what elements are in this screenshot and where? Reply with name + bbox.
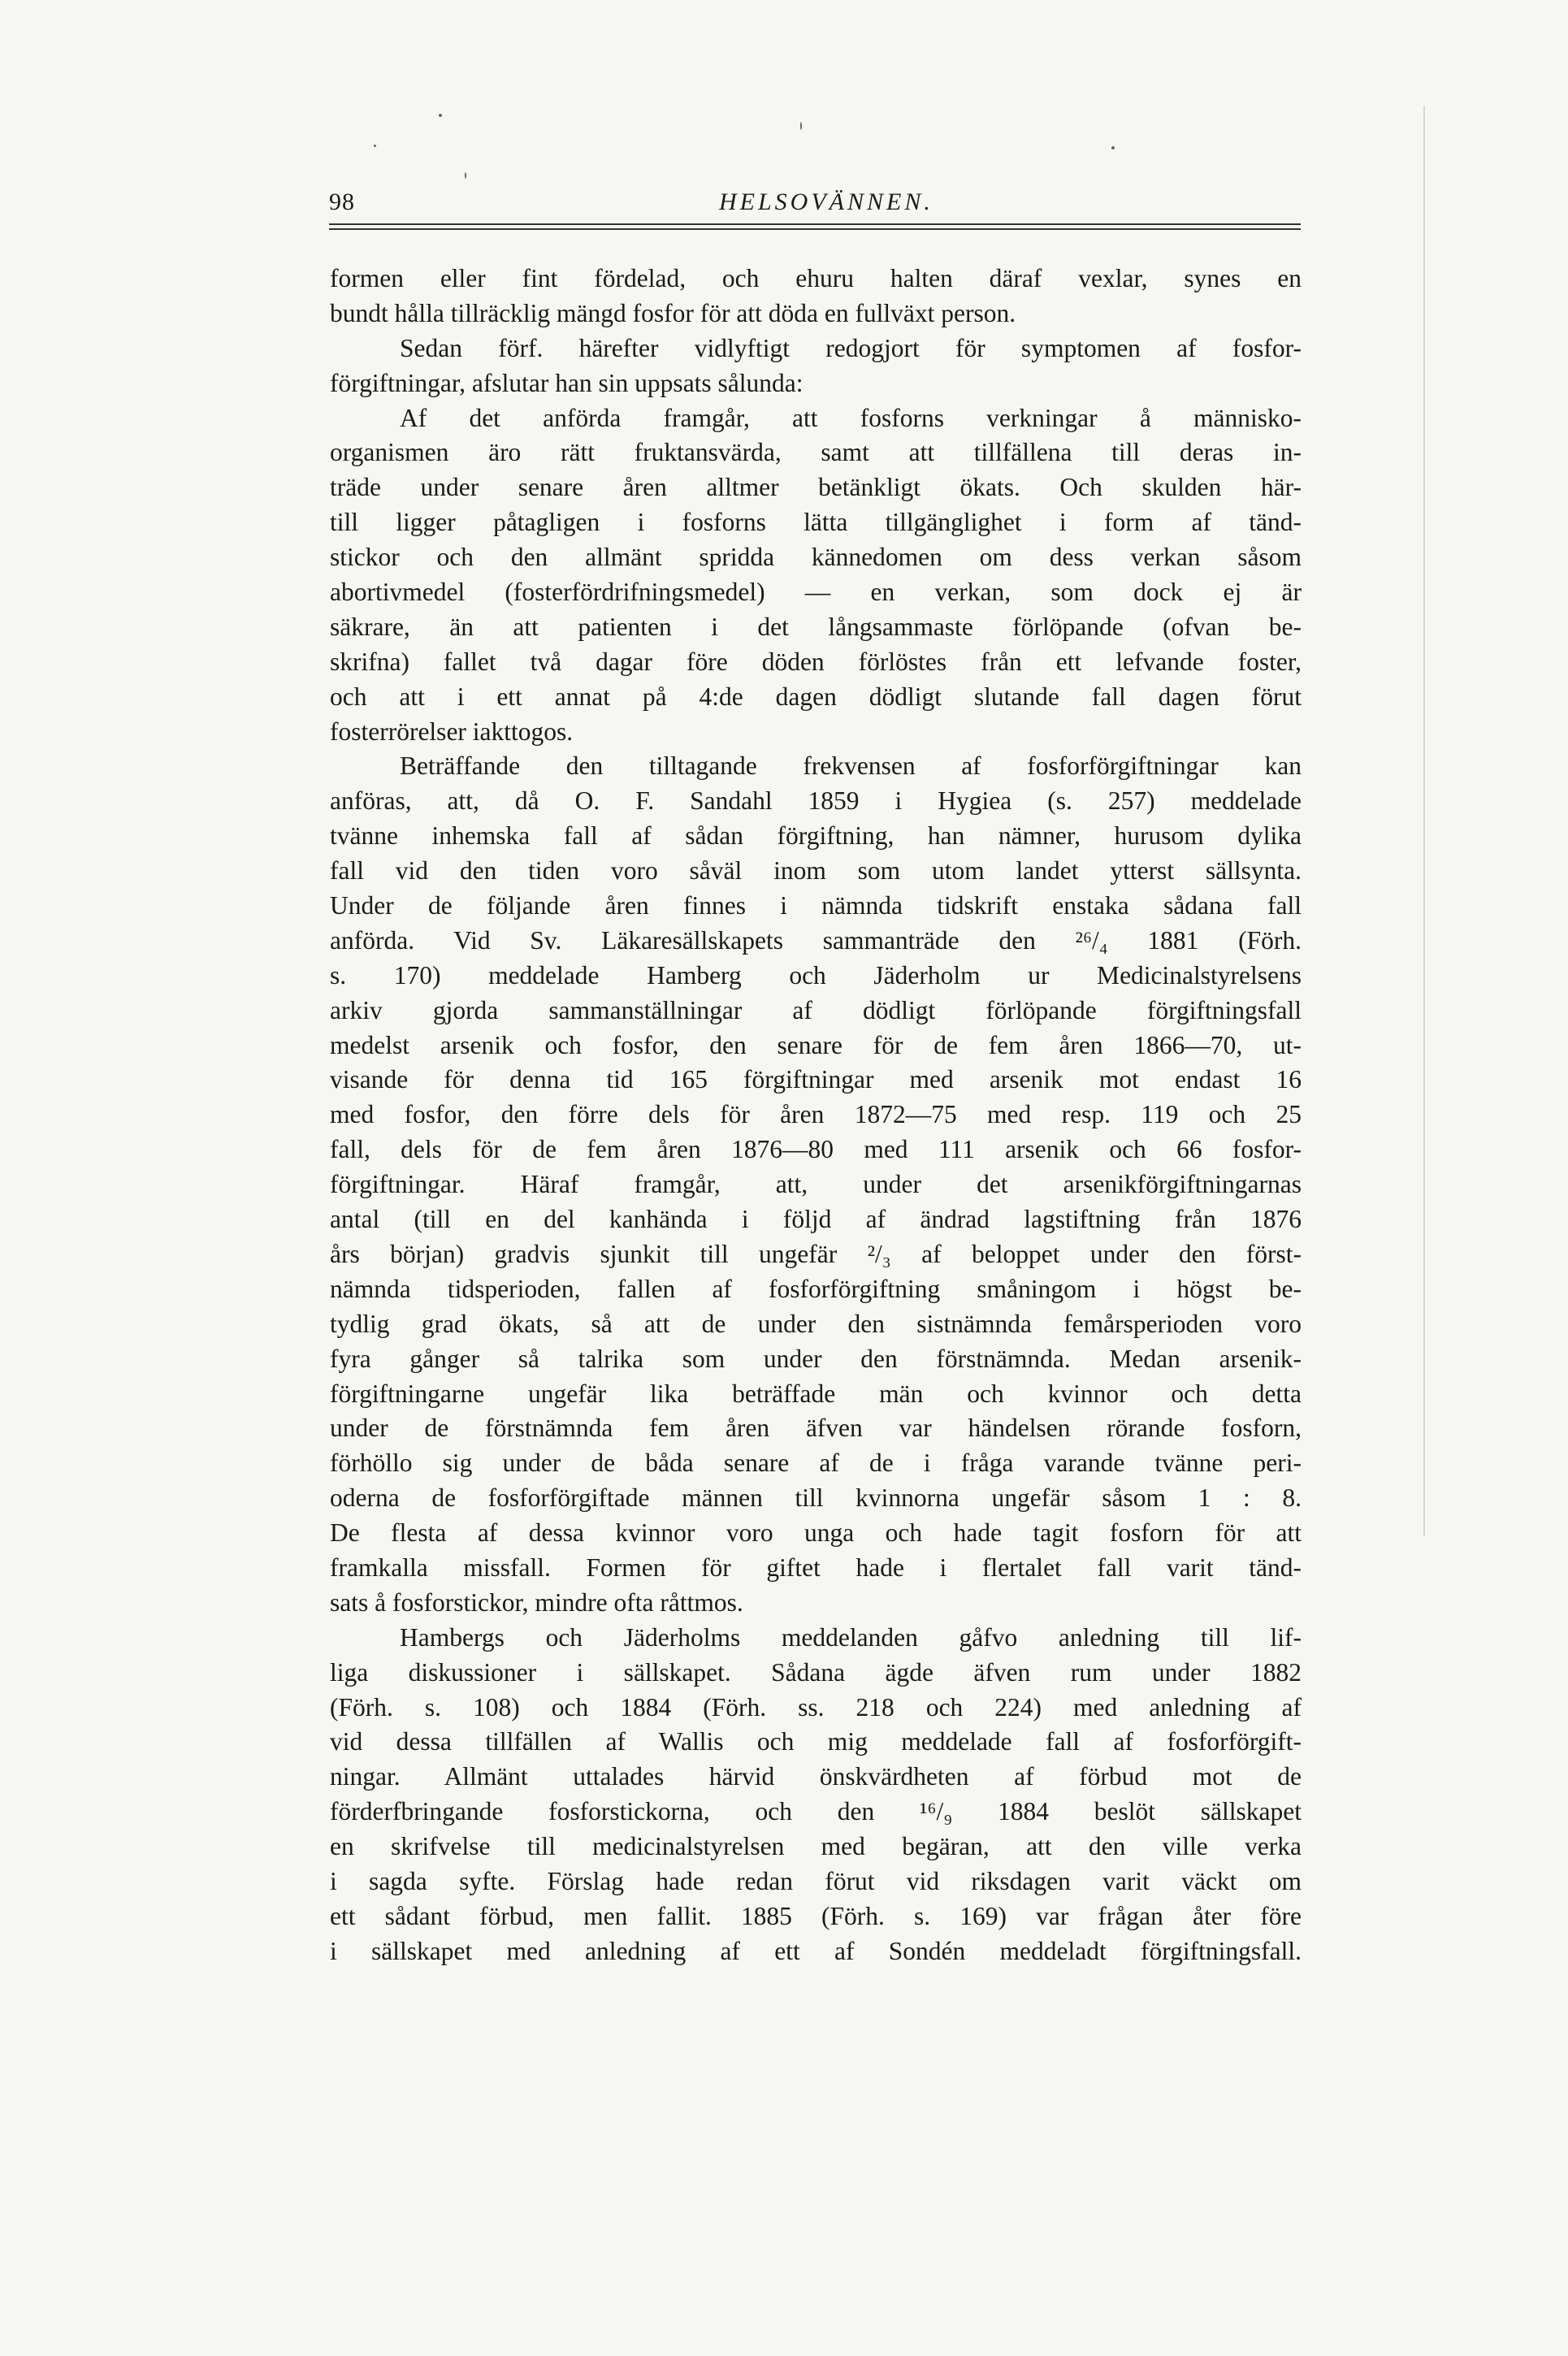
text-line: förgiftningar, afslutar han sin uppsats sålunda: — [330, 368, 803, 397]
text-line: s. 170) meddelade Hamberg och Jäderholm ur Medicinalstyrelsens — [330, 960, 1302, 990]
text-line: nämnda tidsperioden, fallen af fosforförgiftning småningom i högst be- — [330, 1274, 1302, 1303]
text-line: abortivmedel (fosterfördrifningsmedel) — en verkan, som dock ej är — [330, 578, 1302, 607]
page-header — [329, 188, 1304, 221]
scan-speck — [1111, 146, 1115, 149]
text-line: (Förh. s. 108) och 1884 (Förh. ss. 218 och 224) med anledning af — [330, 1692, 1302, 1722]
running-head: HELSOVÄNNEN. — [719, 188, 933, 215]
text-line: med fosfor, den förre dels för åren 1872—75 med resp. 119 och 25 — [330, 1100, 1302, 1129]
text-line: organismen äro rätt fruktansvärda, samt att tillfällena till deras in- — [330, 438, 1302, 467]
scan-speck — [465, 172, 466, 179]
text-line: fall vid den tiden voro såväl inom som utom landet ytterst sällsynta. — [330, 856, 1302, 886]
body-text — [330, 262, 1302, 1969]
scan-speck — [439, 114, 442, 117]
text-line: under de förstnämnda fem åren äfven var händelsen rörande fosforn, — [330, 1414, 1302, 1443]
text-line: Hambergs och Jäderholms meddelanden gåfvo anledning till lif- — [400, 1622, 1302, 1652]
page-number: 98 — [329, 188, 355, 215]
text-line: fosterrörelser iakttogos. — [330, 717, 574, 746]
scan-speck — [374, 145, 376, 147]
text-line: anförda. Vid Sv. Läkaresällskapets sammanträde den ²⁶/₄ 1881 (Förh. — [330, 925, 1302, 955]
text-line: sats å fosforstickor, mindre ofta råttmos. — [330, 1587, 743, 1617]
scan-speck — [800, 122, 802, 130]
text-line: anföras, att, då O. F. Sandahl 1859 i Hygiea (s. 257) meddelade — [330, 786, 1302, 816]
header-rule — [329, 228, 1301, 230]
text-line: stickor och den allmänt spridda kännedomen om dess verkan såsom — [330, 543, 1302, 572]
text-line: träde under senare åren alltmer betänkligt ökats. Och skulden här- — [330, 473, 1302, 502]
text-line: arkiv gjorda sammanställningar af dödligt förlöpande förgiftningsfall — [330, 995, 1302, 1024]
text-line: tvänne inhemska fall af sådan förgiftning, han nämner, hurusom dylika — [330, 821, 1302, 851]
text-line: fyra gånger så talrika som under den förstnämnda. Medan arsenik- — [330, 1344, 1302, 1373]
text-line: framkalla missfall. Formen för giftet hade i flertalet fall varit tänd- — [330, 1553, 1302, 1582]
text-line: bundt hålla tillräcklig mängd fosfor för att döda en fullväxt person. — [330, 298, 1016, 327]
text-line: Sedan förf. härefter vidlyftigt redogjort för symptomen af fosfor- — [400, 333, 1302, 362]
text-line: oderna de fosforförgiftade männen till kvinnorna ungefär såsom 1 : 8. — [330, 1483, 1302, 1513]
text-line: vid dessa tillfällen af Wallis och mig meddelade fall af fosforförgift- — [330, 1727, 1302, 1756]
text-line: förgiftningarne ungefär lika beträffade män och kvinnor och detta — [330, 1379, 1302, 1408]
text-line: i sällskapet med anledning af ett af Sondén meddeladt förgiftningsfall. — [330, 1936, 1302, 1965]
text-line: liga diskussioner i sällskapet. Sådana ägde äfven rum under 1882 — [330, 1657, 1302, 1687]
text-line: förderfbringande fosforstickorna, och den ¹⁶/₉ 1884 beslöt sällskapet — [330, 1797, 1302, 1826]
text-line: och att i ett annat på 4:de dagen dödligt slutande fall dagen förut — [330, 682, 1302, 711]
text-line: Beträffande den tilltagande frekvensen af fosforförgiftningar kan — [400, 751, 1302, 781]
text-line: till ligger påtagligen i fosforns lätta tillgänglighet i form af tänd- — [330, 508, 1302, 537]
text-line: formen eller fint fördelad, och ehuru halten däraf vexlar, synes en — [330, 264, 1302, 292]
header-rule — [329, 223, 1301, 225]
text-line: Af det anförda framgår, att fosforns verkningar å människo- — [400, 403, 1302, 432]
text-line: fall, dels för de fem åren 1876—80 med 111 arsenik och 66 fosfor- — [330, 1135, 1302, 1164]
text-line: förhöllo sig under de båda senare af de i fråga varande tvänne peri- — [330, 1449, 1302, 1478]
text-line: säkrare, än att patienten i det långsammaste förlöpande (ofvan be- — [330, 612, 1302, 641]
text-line: Under de följande åren finnes i nämnda tidskrift enstaka sådana fall — [330, 891, 1302, 920]
page-edge-line — [1423, 106, 1425, 1535]
text-line: visande för denna tid 165 förgiftningar med arsenik mot endast 16 — [330, 1065, 1302, 1094]
text-line: De flesta af dessa kvinnor voro unga och hade tagit fosforn för att — [330, 1518, 1302, 1548]
text-line: i sagda syfte. Förslag hade redan förut vid riksdagen varit väckt om — [330, 1866, 1302, 1895]
text-line: antal (till en del kanhända i följd af ändrad lagstiftning från 1876 — [330, 1205, 1302, 1234]
text-line: tydlig grad ökats, så att de under den sistnämnda femårsperioden voro — [330, 1309, 1302, 1338]
text-line: skrifna) fallet två dagar före döden förlöstes från ett lefvande foster, — [330, 647, 1302, 676]
text-line: en skrifvelse till medicinalstyrelsen med begäran, att den ville verka — [330, 1832, 1302, 1861]
text-line: medelst arsenik och fosfor, den senare för de fem åren 1866—70, ut- — [330, 1030, 1302, 1059]
text-line: ningar. Allmänt uttalades härvid önskvärdheten af förbud mot de — [330, 1762, 1302, 1791]
text-line: års början) gradvis sjunkit till ungefär ²/₃ af beloppet under den först- — [330, 1239, 1302, 1268]
text-line: förgiftningar. Häraf framgår, att, under det arsenikförgiftningarnas — [330, 1170, 1302, 1199]
text-line: ett sådant förbud, men fallit. 1885 (Förh. s. 169) var frågan åter före — [330, 1901, 1302, 1930]
